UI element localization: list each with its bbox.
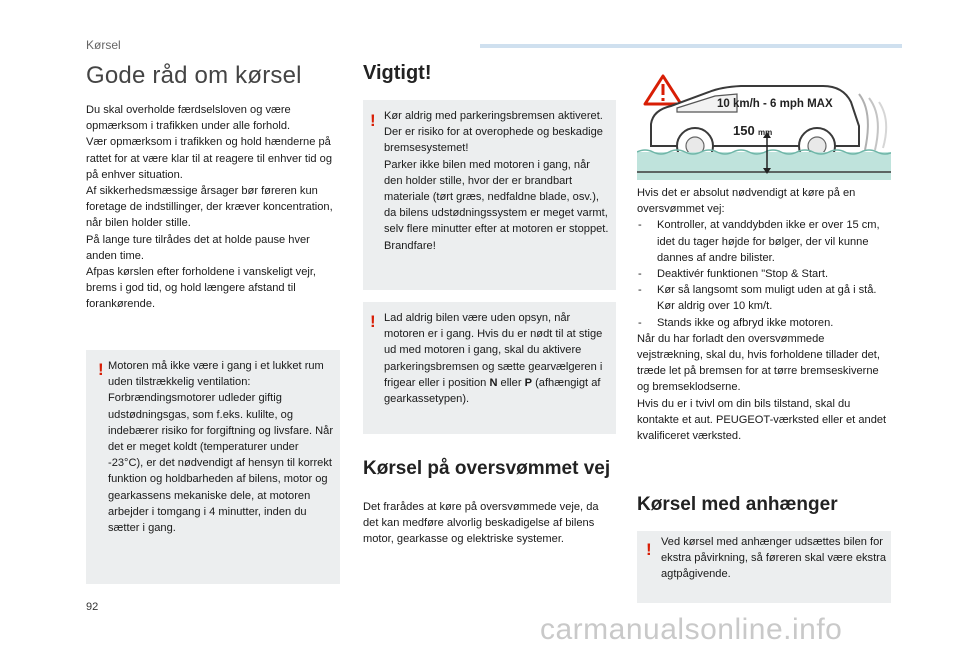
list-item: - Stands ikke og afbryd ikke motoren. [637,315,891,331]
warning-box-trailer [637,531,891,603]
header-bar [480,44,902,48]
warning-text: Ved kørsel med anhænger udsættes bilen for ekstra påvirkning, så føreren skal være ekstra agtpågivende. [661,536,887,581]
warning-text: Motoren må ikke være i gang i et lukket rum uden tilstrækkelig ventilation: Forbrændingsmotorer udleder giftig udstødningsgas, som f.eks. kulilte, og indebærer risiko for forgiftning og livsfare. Når det er meget koldt (temperaturer under -23°C), er det nødvendigt af hensyn til korrekt funktion og holdbarheden af bilens, motor og gearkassens mekaniske dele, at motoren arbejder i tomgang i 4 minutter, inden du sætter i gang. [108,360,334,535]
exclamation-icon: ! [370,111,376,130]
watermark: carmanualsonline.info [540,613,843,646]
car-in-water-illustration [637,72,891,180]
exclamation-icon: ! [646,540,652,559]
speed-limit-label: 10 km/h - 6 mph MAX [717,98,833,110]
page-title: Gode råd om kørsel [86,62,302,89]
column-driving-tips [86,62,340,313]
depth-label: 150 [733,123,755,138]
list-item: - Deaktivér funktionen "Stop & Start. [637,266,891,282]
trailer-section [637,494,891,516]
warning-text: Lad aldrig bilen være uden opsyn, når motoren er i gang. Hvis du er nødt til at stige ud med motoren i gang, skal du aktivere parkeringsbremsen og sætte gearvælgeren i frigear eller i position N eller P (afhængigt af gearkassetypen). [384,312,603,406]
warning-box-unattended [363,302,616,434]
gear-position-p: P [524,376,533,389]
page-number: 92 [86,601,99,613]
exclamation-icon: ! [370,312,376,331]
exclamation-icon: ! [98,360,104,379]
warning-triangle-icon [645,76,681,104]
warning-text: Kør aldrig med parkeringsbremsen aktiveret. Der er risiko for at overophede og beskadige bremsesystemet! Parker ikke bilen med motoren i gang, når den holder stille, hvor der er brandbart materiale (tørt græs, nedfaldne blade, osv.), da bilens udstødningssystem er meget varmt, selv flere minutter efter at motoren er stoppet. Brandfare! [384,110,609,252]
gear-position-n: N [489,376,498,389]
list-item: - Kør så langsomt som muligt uden at gå i stå. Kør aldrig over 10 km/t. [637,282,891,314]
flooded-road-heading: Kørsel på oversvømmet vej [363,458,611,479]
warning-box-engine-ventilation [86,350,340,584]
important-heading: Vigtigt! [363,62,432,84]
section-label: Kørsel [86,38,121,52]
driving-tips-text: Du skal overholde færdselsloven og være opmærksom i trafikken under alle forhold. Vær opmærksom i trafikken og hold hænderne på rattet for at være klar til at reagere til enhver tid og på enhver situation. Af sikkerhedsmæssige årsager bør føreren kun foretage de indstillinger, der kræver koncentration, når bilen holder stille. På lange ture tilrådes det at holde pause hver anden time. Afpas kørslen efter forholdene i vanskeligt vejr, brems i god tid, og hold længere afstand til forankørende. [86,104,333,311]
flooded-intro: Hvis det er absolut nødvendigt at køre på en oversvømmet vej: [637,187,856,216]
flooded-outro: Når du har forladt den oversvømmede vejstrækning, skal du, hvis forholdene tillader det, træde let på bremsen for at tørre bremseskiverne og bremseklodserne. Hvis du er i tvivl om din bils tilstand, skal du kontakte et aut. PEUGEOT-værksted eller et andet kvalificeret værksted. [637,332,887,443]
flooded-bullet-list [637,217,891,330]
depth-unit: mm [758,128,773,137]
list-item: - Kontroller, at vanddybden ikke er over 15 cm, idet du tager højde for bølger, der vil kunne dannes af andre bilister. [637,217,891,266]
trailer-heading: Kørsel med anhænger [637,494,838,515]
flooded-road-text: Det frarådes at køre på oversvømmede veje, da det kan medføre alvorlig beskadigelse af bilens motor, gearkasse og elektriske systemer. [363,501,599,546]
warning-box-parking-brake [363,100,616,290]
column-important [363,62,616,85]
flooded-road-section [363,458,616,548]
flooded-road-instructions [637,185,891,444]
